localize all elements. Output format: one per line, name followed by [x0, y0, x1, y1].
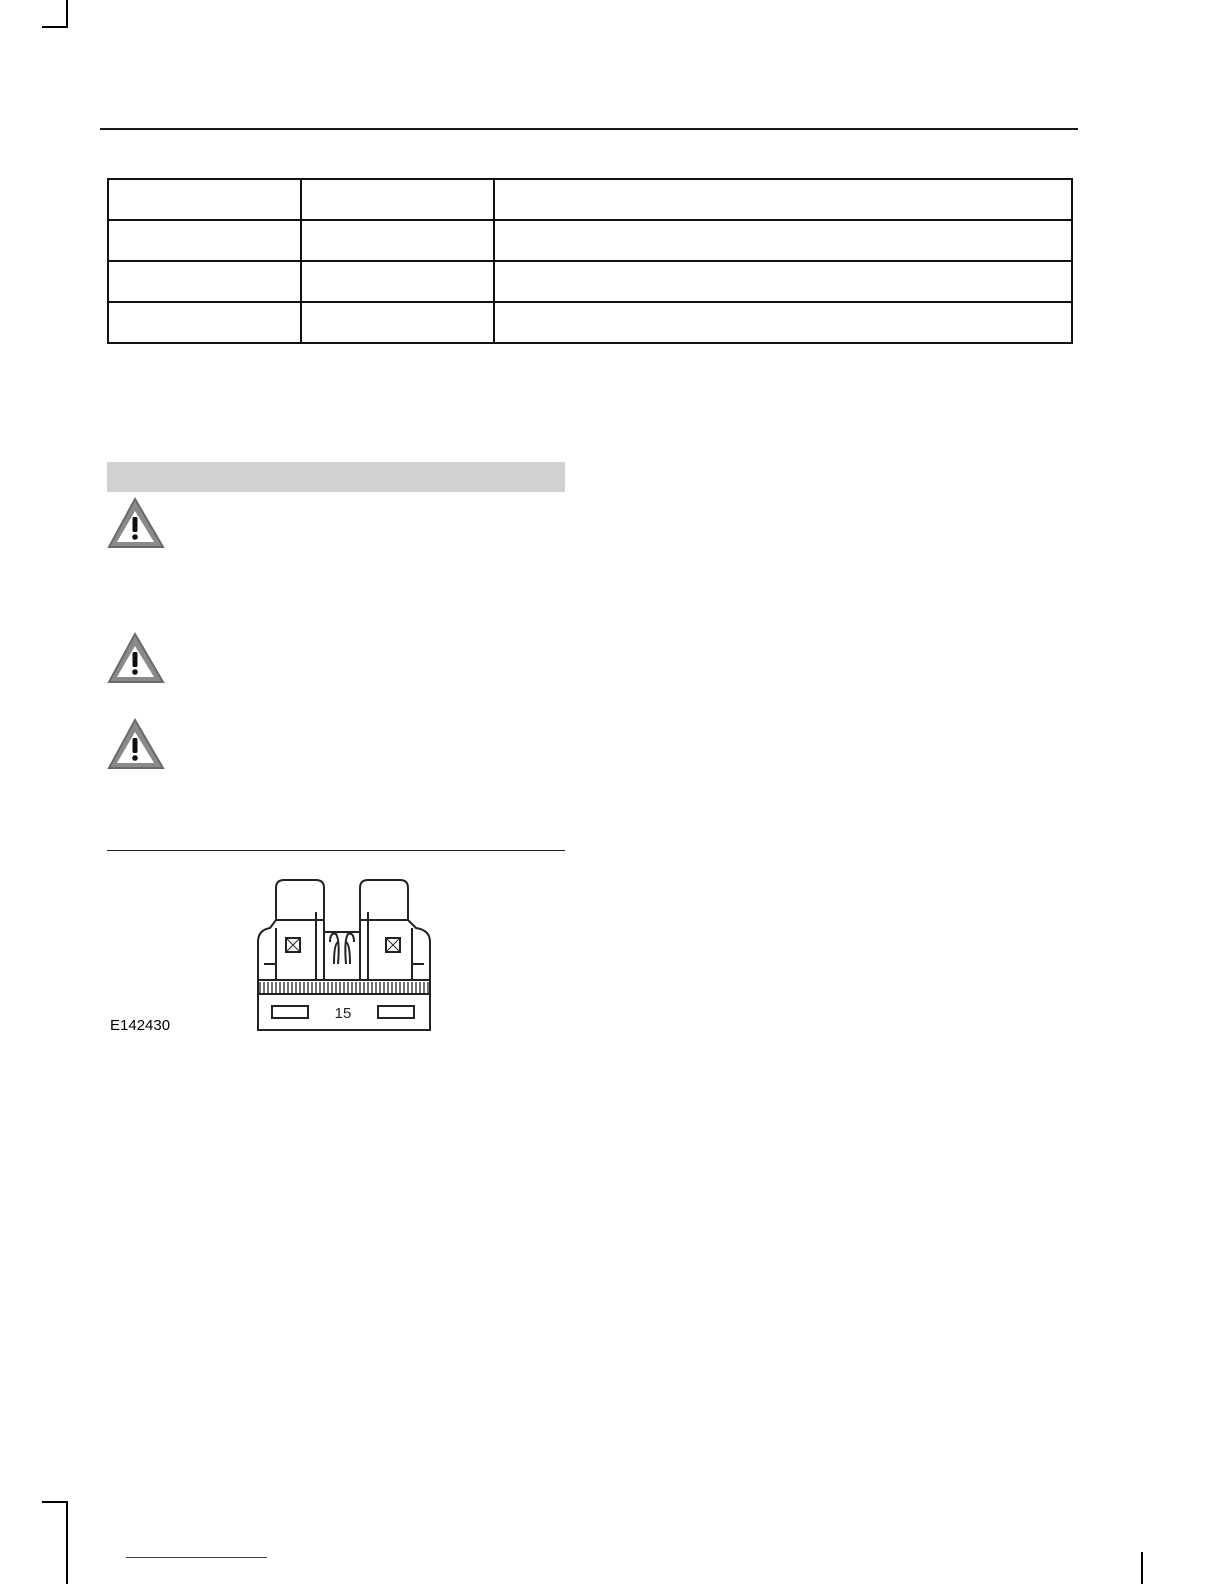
header-rule [100, 128, 1078, 130]
table-row [108, 179, 1072, 220]
table-cell [494, 302, 1072, 343]
warning-triangle-icon [107, 717, 167, 771]
section-heading-bar [107, 462, 565, 492]
table-row [108, 261, 1072, 302]
table-row [108, 220, 1072, 261]
table-cell [301, 179, 494, 220]
table-cell [108, 220, 301, 261]
table-cell [301, 220, 494, 261]
fuse-table [107, 178, 1073, 344]
crop-mark-top-left-vertical [66, 0, 68, 28]
figure-code: E142430 [110, 1017, 171, 1034]
table-cell [494, 261, 1072, 302]
warning-triangle-icon [107, 631, 167, 685]
fuse-rating-label: 15 [334, 1005, 352, 1022]
table-cell [494, 220, 1072, 261]
crop-mark-bottom-left-horizontal [42, 1501, 68, 1503]
table-cell [108, 179, 301, 220]
subsection-rule [107, 850, 565, 851]
blade-fuse-icon [230, 872, 460, 1042]
crop-mark-bottom-left-vertical [66, 1501, 68, 1584]
warning-triangle-icon [107, 496, 167, 550]
table-cell [108, 261, 301, 302]
table-cell [301, 261, 494, 302]
table-row [108, 302, 1072, 343]
crop-mark-bottom-right [1141, 1552, 1143, 1584]
table-cell [108, 302, 301, 343]
table-cell [494, 179, 1072, 220]
footer-link-underline[interactable] [126, 1557, 267, 1558]
crop-mark-top-left-horizontal [42, 26, 68, 28]
table-cell [301, 302, 494, 343]
